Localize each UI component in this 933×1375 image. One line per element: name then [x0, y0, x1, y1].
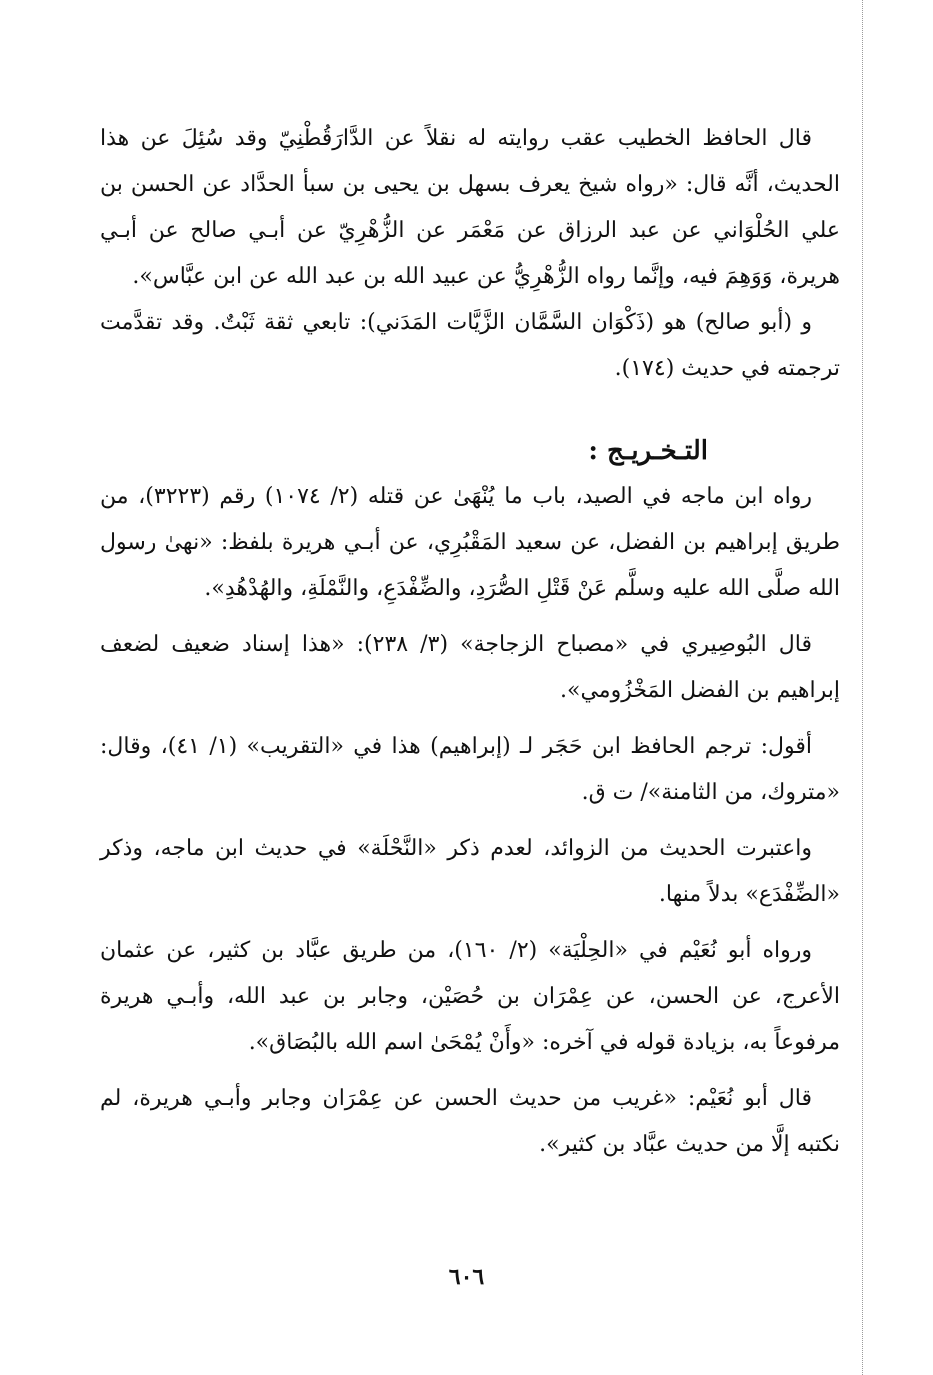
body-text — [100, 116, 840, 1168]
paragraph-busiri: قال البُوصِيري في «مصباح الزجاجة» (٣/ ٢٣٨): «هذا إسناد ضعيف لضعف إبراهيم بن الفضل المَخْزُومي». — [100, 632, 840, 703]
binding-crease — [862, 0, 863, 1375]
paragraph-ibn-majah: رواه ابن ماجه في الصيد، باب ما يُنْهَىٰ عن قتله (٢/ ١٠٧٤) رقم (٣٢٢٣)، من طريق إبراهيم بن الفضل، عن سعيد المَقْبُرِي، عن أبـي هريرة بلفظ: «نهىٰ رسول الله صلَّى الله عليه وسلَّم عَنْ قَتْلِ الصُّرَدِ، والضِّفْدَعِ، والنَّمْلَةِ، والهُدْهُدِ». — [100, 484, 840, 601]
paragraph-zawaid: واعتبرت الحديث من الزوائد، لعدم ذكر «النَّحْلَة» في حديث ابن ماجه، وذكر «الضِّفْدَع» بدلاً منها. — [100, 836, 840, 907]
paragraph-abu-salih: و (أبو صالح) هو (ذَكْوَان السَّمَّان الزَّيَّات المَدَني): تابعي ثقة ثَبْتٌ. وقد تقدَّمت ترجمته في حديث (١٧٤). — [100, 310, 840, 381]
paragraph-aqul: أقول: ترجم الحافظ ابن حَجَر لـ (إبراهيم) هذا في «التقريب» (١/ ٤١)، وقال: «متروك، من الثامنة»/ ت ق. — [100, 734, 840, 805]
paragraph-abu-nuaym-comment: قال أبو نُعَيْم: «غريب من حديث الحسن عن عِمْرَان وجابر وأبـي هريرة، لم نكتبه إلَّا من حديث عبَّاد بن كثير». — [100, 1086, 840, 1157]
paragraph-abu-nuaym-hilya: ورواه أبو نُعَيْم في «الحِلْيَة» (٢/ ١٦٠)، من طريق عبَّاد بن كثير، عن عثمان الأعرج، عن الحسن، عن عِمْرَان بن حُصَيْن، وجابر بن عبد الله، وأبـي هريرة مرفوعاً به، بزيادة قوله في آخره: «وأَنْ يُمْحَىٰ اسم الله بالبُصَاق». — [100, 938, 840, 1055]
paragraph-khatib-quote: قال الحافظ الخطيب عقب روايته له نقلاً عن الدَّارَقُطْنِيّ وقد سُئِلَ عن هذا الحديث، أنَّه قال: «رواه شيخ يعرف بسهل بن يحيى بن سبأ الحدَّاد عن الحسن بن علي الحُلْوَاني عن عبد الرزاق عن مَعْمَر عن الزُّهْرِيّ عن أبـي صالح عن أبـي هريرة، وَوَهِمَ فيه، وإنَّما رواه الزُّهْرِيُّ عن عبيد الله بن عبد الله عن ابن عبَّاس». — [100, 126, 840, 289]
page-number: ٦٠٦ — [448, 1264, 485, 1290]
section-heading-takhrij: التـخـريـج : — [588, 436, 708, 466]
